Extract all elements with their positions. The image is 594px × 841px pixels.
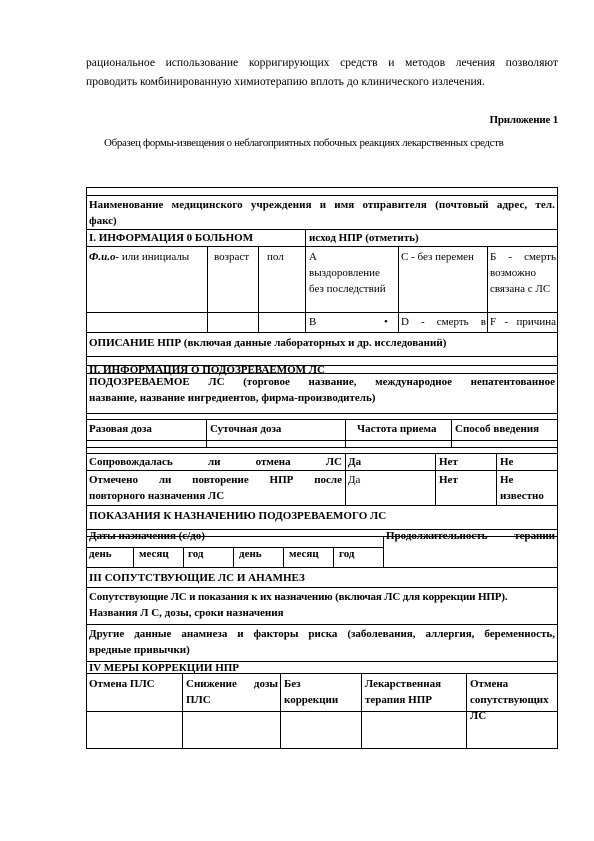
history-line-1: Другие данные анамнеза и факторы риска (заболевания, аллергия, беременность,: [89, 628, 555, 640]
withdraw-concomitant-line-1: Отмена: [470, 678, 509, 690]
rule-line: [207, 246, 208, 332]
rechallenge-no: Нет: [439, 474, 458, 486]
history-line-2: вредные привычки): [89, 644, 190, 656]
outcome-f: F - причина: [490, 316, 556, 328]
rule-line: [487, 246, 488, 332]
rule-line: [283, 547, 284, 567]
sender-field-label: [89, 197, 555, 229]
section-1-title: I. ИНФОРМАЦИЯ 0 БОЛЬНОМ: [89, 232, 254, 244]
measure-withdraw-drug: Отмена ПЛС: [89, 678, 155, 690]
rule-line: [86, 505, 558, 506]
fio-label: [89, 249, 189, 265]
rechallenge-unknown: [500, 472, 544, 504]
form-bottom-border: [86, 748, 558, 749]
rule-line: [361, 673, 362, 748]
indications-label: ПОКАЗАНИЯ К НАЗНАЧЕНИЮ ПОДОЗРЕВАЕМОГО ЛС: [89, 510, 387, 522]
rule-line: [206, 419, 207, 447]
route-label: Способ введения: [455, 423, 540, 435]
rechallenge-unknown-line-2: известно: [500, 490, 544, 502]
outcome-b-line-2: возможно: [490, 267, 536, 279]
rechallenge-yes: Да: [348, 474, 361, 486]
form-caption: Образец формы-извещения о неблагоприятных побочных реакциях лекарственных средств: [104, 137, 504, 149]
rule-line: [451, 419, 452, 447]
dates-label: Даты назначения (с/до): [89, 530, 205, 542]
concomitant-drugs-label: [89, 589, 555, 621]
end-month-label: месяц: [289, 548, 319, 560]
rechallenge-line-2: повторного назначения ЛС: [89, 490, 225, 502]
rule-line: [383, 536, 384, 567]
end-year-label: год: [339, 548, 355, 560]
withdrawal-unknown: Не: [500, 456, 514, 468]
adr-description-label: ОПИСАНИЕ НПР (включая данные лабораторных и др. исследований): [89, 337, 447, 349]
outcome-a-line-3: без последствий: [309, 283, 386, 295]
outcome-a: [309, 249, 397, 297]
withdrawal-yes: Да: [348, 456, 362, 468]
reduce-dose-line-1: Снижение дозы: [186, 678, 278, 690]
drug-therapy-line-2: терапия НПР: [365, 694, 432, 706]
rule-line: [258, 246, 259, 332]
rule-line: [86, 470, 558, 471]
withdrawal-no: Нет: [439, 456, 458, 468]
intro-line-2: проводить комбинированную химиотерапию вплоть до клинического излечения.: [86, 75, 485, 88]
rule-line: [305, 229, 306, 246]
rechallenge-question: [89, 472, 342, 504]
rule-line: [345, 453, 346, 505]
start-year-label: год: [188, 548, 204, 560]
rule-line: [86, 624, 558, 625]
rule-line: [345, 419, 346, 447]
concomitant-line-2: Названия Л С, дозы, сроки назначения: [89, 607, 284, 619]
rule-line: [86, 195, 558, 196]
rule-line: [86, 356, 558, 357]
measure-withdraw-concomitant: [470, 676, 556, 722]
rule-line: [86, 567, 558, 568]
rechallenge-line-1: Отмечено ли повторение НПР после: [89, 474, 342, 486]
section-4-title: IV МЕРЫ КОРРЕКЦИИ НПР: [89, 662, 240, 674]
drug-therapy-line-1: Лекарственная: [365, 678, 442, 690]
sex-label: пол: [267, 251, 284, 263]
rule-line: [466, 673, 467, 748]
reduce-dose-line-2: ПЛС: [186, 694, 211, 706]
intro-paragraph: [86, 53, 558, 91]
outcome-a-line-2: выздоровление: [309, 267, 380, 279]
outcome-b: [490, 249, 556, 297]
concomitant-line-1: Сопутствующие ЛС и показания к их назначению (включая ЛС для коррекции НПР).: [89, 591, 508, 603]
section-3-title: III СОПУТСТВУЮЩИЕ ЛС И АНАМНЕЗ: [89, 572, 305, 584]
intro-line-1: рациональное использование корригирующих средств и методов лечения позволяют: [86, 56, 558, 69]
outcome-c: С - без перемен: [401, 251, 474, 263]
bullet-mark: •: [384, 316, 388, 328]
start-day-label: день: [89, 548, 112, 560]
form-right-border: [557, 187, 558, 749]
outcome-a-line-1: А: [309, 251, 317, 263]
medical-history-label: [89, 626, 555, 658]
outcome-label: исход НПР (отметить): [309, 232, 419, 244]
form-left-border: [86, 187, 87, 749]
frequency-label: Частота приема: [357, 423, 437, 435]
rule-line: [233, 547, 234, 567]
end-day-label: день: [239, 548, 262, 560]
outcome-d: D - смерть в: [401, 316, 486, 328]
withdraw-concomitant-line-2: сопутствующих: [470, 694, 549, 706]
rule-line: [435, 453, 436, 505]
no-correction-line-2: коррекции: [284, 694, 339, 706]
no-correction-line-1: Без: [284, 678, 301, 690]
fio-label-rest: или инициалы: [119, 251, 190, 263]
measure-reduce-dose: [186, 676, 278, 708]
outcome-v: В: [309, 316, 317, 328]
rule-line: [182, 673, 183, 748]
form-top-border: [86, 187, 558, 188]
fio-label-bold: Ф.и.о-: [89, 251, 120, 263]
outcome-b-line-1: Б - смерть: [490, 251, 556, 263]
rule-line: [86, 413, 558, 414]
measure-no-correction: [284, 676, 359, 708]
rule-line: [86, 419, 558, 420]
appendix-label: Приложение 1: [489, 114, 558, 126]
single-dose-label: Разовая доза: [89, 423, 152, 435]
rule-line: [183, 547, 184, 567]
rule-line: [86, 447, 558, 448]
suspect-drug-line-2: название, название ингредиентов, фирма-производитель): [89, 392, 376, 404]
rule-line: [496, 453, 497, 505]
measure-drug-therapy: [365, 676, 465, 708]
withdrawal-question: Сопровождалась ли отмена ЛС: [89, 456, 342, 468]
daily-dose-label: Суточная доза: [210, 423, 282, 435]
rule-line: [305, 246, 306, 332]
start-month-label: месяц: [139, 548, 169, 560]
rechallenge-unknown-line-1: Не: [500, 474, 514, 486]
duration-label: Продолжительность терапии: [386, 530, 555, 542]
withdraw-concomitant-line-3: ЛС: [470, 710, 487, 722]
section-2-title: II. ИНФОРМАЦИЯ О ПОДОЗРЕВАЕМОМ ЛС: [89, 364, 325, 376]
rule-line: [333, 547, 334, 567]
rule-line: [86, 332, 558, 333]
suspect-drug-line-1: ПОДОЗРЕВАЕМОЕ ЛС (торговое название, международное непатентованное: [89, 376, 555, 388]
sender-line-2: факс): [89, 215, 117, 227]
rule-line: [398, 246, 399, 332]
outcome-b-line-3: связана с ЛС: [490, 283, 551, 295]
rule-line: [86, 587, 558, 588]
rule-line: [133, 547, 134, 567]
suspect-drug-label: [89, 374, 555, 406]
age-label: возраст: [214, 251, 250, 263]
sender-line-1: Наименование медицинского учреждения и имя отправителя (почтовый адрес, тел.: [89, 199, 555, 211]
rule-line: [86, 440, 558, 441]
rule-line: [280, 673, 281, 748]
